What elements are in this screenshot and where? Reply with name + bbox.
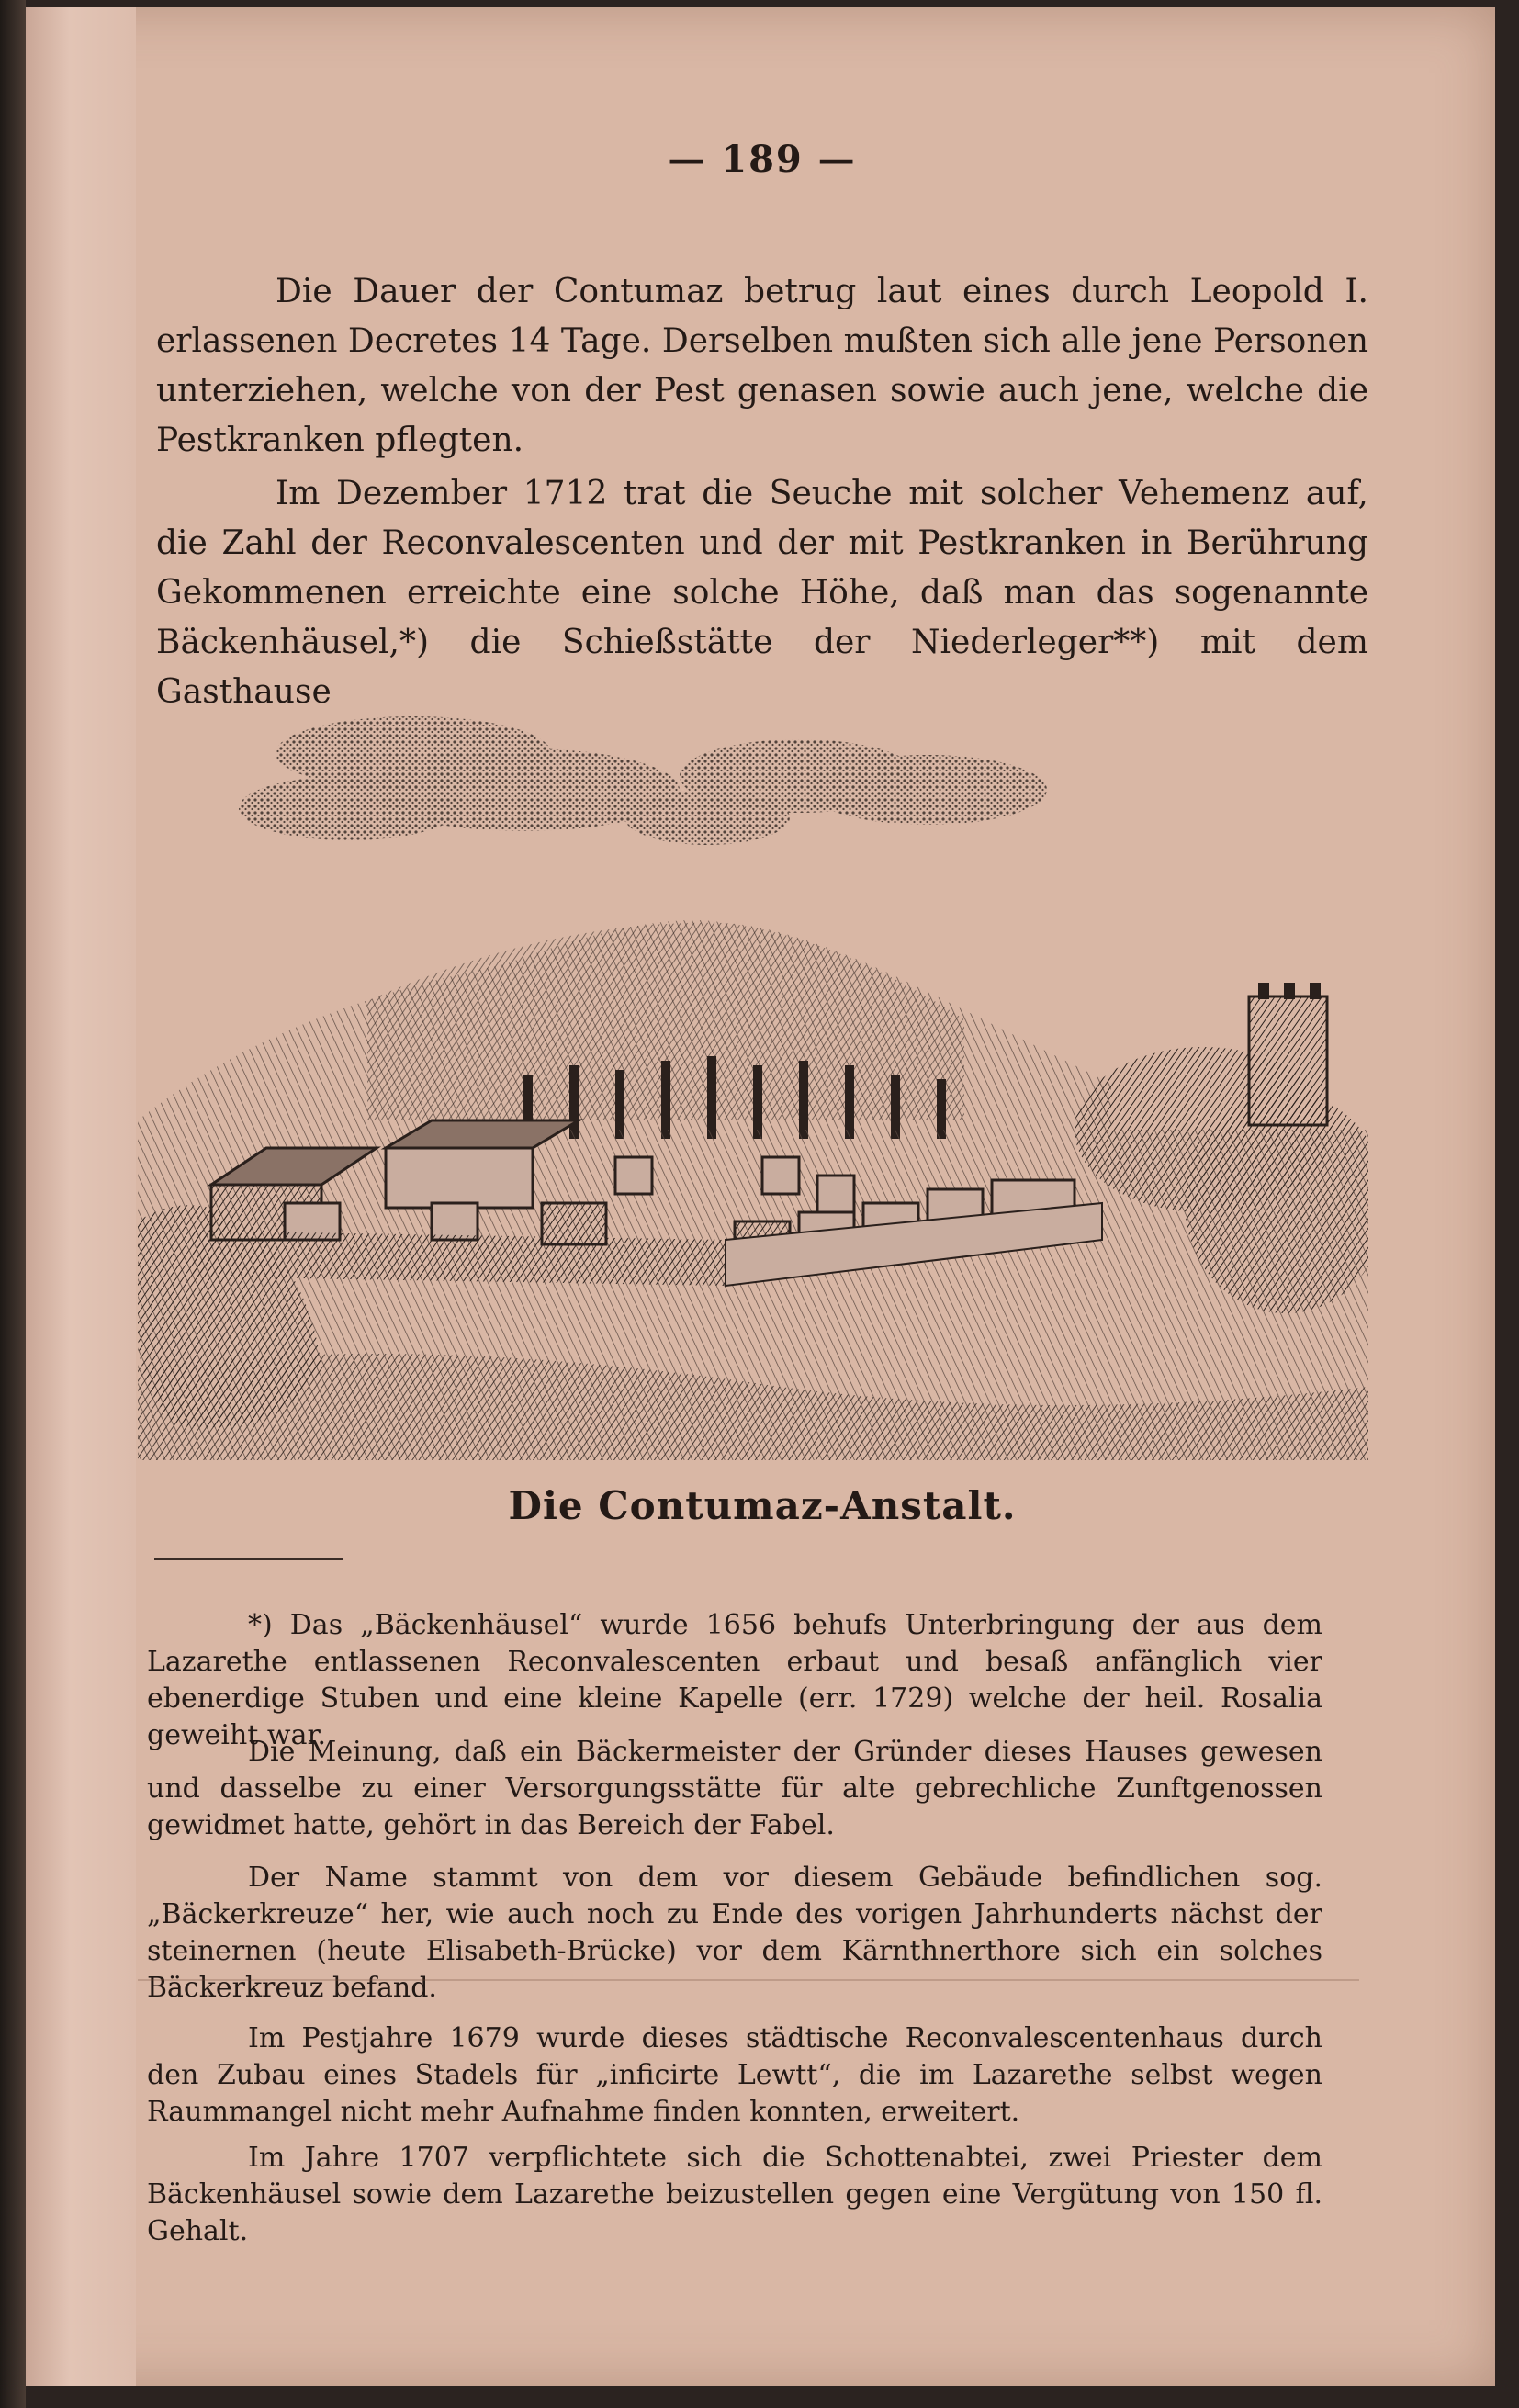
footnote-paragraph-1: *) Das „Bäckenhäusel“ wurde 1656 behufs Unterbringung der aus dem Lazarethe entlassenen Reconvalescenten erbaut und besaß anfänglich vier ebenerdige Stuben und eine kleine Kapelle (err. 1729) welche der heil. Rosalia geweiht war. — [147, 1609, 1322, 1751]
page-number: — 189 — — [668, 138, 857, 181]
footnote-paragraph-5: Im Jahre 1707 verpflichtete sich die Schottenabtei, zwei Priester dem Bäckenhäusel sowie dem Lazarethe beizustellen gegen eine Vergütung von 150 fl. Gehalt. — [147, 2142, 1322, 2247]
footnote-paragraph-2: Die Meinung, daß ein Bäckermeister der Gründer dieses Hauses gewesen und dasselbe zu einer Versorgungsstätte für alte gebrechliche Zunftgenossen gewidmet hatte, gehört in das Bereich der Fabel. — [147, 1736, 1322, 1841]
footnote-divider — [154, 1558, 343, 1560]
book-spine — [0, 0, 26, 2408]
page-fold-shading — [26, 7, 136, 2386]
body-paragraph-2: Im Dezember 1712 trat die Seuche mit solcher Vehemenz auf, die Zahl der Reconvalescenten und der mit Pestkranken in Berührung Gekommenen erreichte eine solche Höhe, daß man das sogenannte Bäckenhäusel,*) die Schießstätte der Niederleger**) mit dem Gasthause — [156, 475, 1368, 711]
contumaz-illustration — [138, 689, 1368, 1460]
footnote-paragraph-4: Im Pestjahre 1679 wurde dieses städtische Reconvalescentenhaus durch den Zubau eines Stadels für „inficirte Lewtt“, die im Lazarethe selbst wegen Raummangel nicht mehr Aufnahme finden konnten, erweitert. — [147, 2022, 1322, 2128]
paper-crease — [138, 1979, 1359, 1981]
footnote-paragraph-3: Der Name stammt von dem vor diesem Gebäude befindlichen sog. „Bäckerkreuze“ her, wie auch noch zu Ende des vorigen Jahrhunderts nächst der steinernen (heute Elisabeth-Brücke) vor dem Kärnthnerthore sich ein solches Bäckerkreuz befand. — [147, 1862, 1322, 2004]
clouds — [239, 716, 1047, 845]
body-paragraph-1: Die Dauer der Contumaz betrug laut eines durch Leopold I. erlassenen Decretes 14 Tage. Derselben mußten sich alle jene Personen unterziehen, welche von der Pest genasen sowie auch jene, welche die Pestkranken pflegten. — [156, 273, 1368, 459]
illustration-caption: Die Contumaz-Anstalt. — [508, 1483, 1017, 1528]
